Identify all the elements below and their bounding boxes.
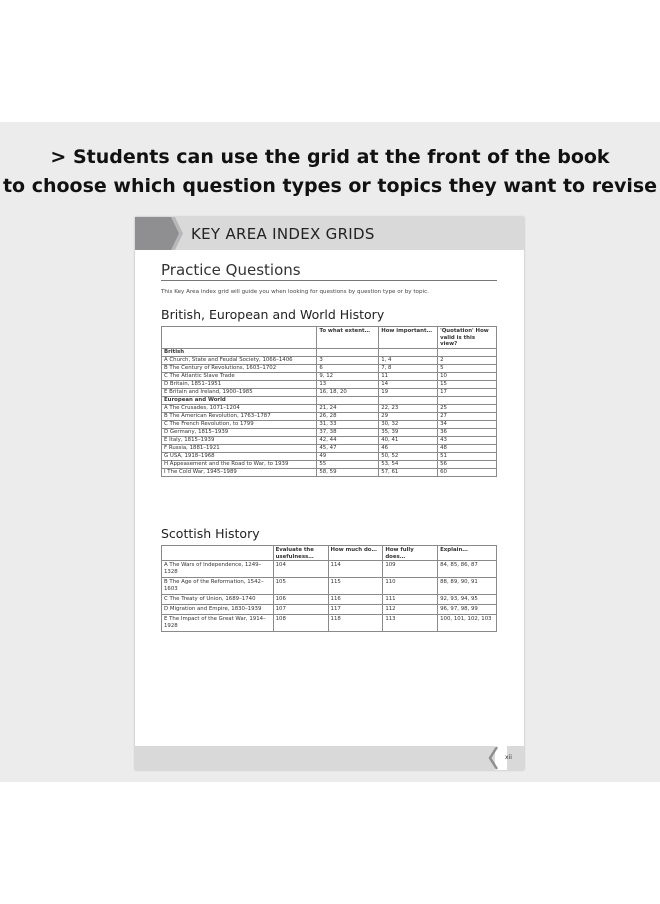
footer-bar [135, 746, 524, 770]
question-cell: 111 [383, 595, 438, 605]
question-cell: 16, 18, 20 [317, 389, 379, 397]
question-cell: 112 [383, 605, 438, 615]
question-cell: 31, 33 [317, 421, 379, 429]
topic-cell: D Migration and Empire, 1830–1939 [162, 605, 274, 615]
question-cell: 40, 41 [379, 437, 438, 445]
question-cell: 25 [438, 405, 497, 413]
question-cell: 106 [273, 595, 328, 605]
table-row [162, 453, 497, 461]
question-cell: 11 [379, 373, 438, 381]
topic-cell: E Britain and Ireland, 1900–1985 [162, 389, 317, 397]
topic-cell: D Germany, 1815–1939 [162, 429, 317, 437]
topic-cell: A Church, State and Feudal Society, 1066–1406 [162, 357, 317, 365]
table-row [162, 365, 497, 373]
topic-cell: E Italy, 1815–1939 [162, 437, 317, 445]
chevron-right-icon [135, 217, 183, 250]
question-cell: 6 [317, 365, 379, 373]
question-cell: 36 [438, 429, 497, 437]
question-cell: 7, 8 [379, 365, 438, 373]
british-index-table [161, 326, 497, 477]
header-cell: How important… [379, 327, 438, 349]
empty-cell [317, 349, 379, 357]
question-cell: 104 [273, 561, 328, 578]
question-cell: 53, 54 [379, 461, 438, 469]
header-title: KEY AREA INDEX GRIDS [191, 225, 375, 243]
question-cell: 30, 32 [379, 421, 438, 429]
header-cell: To what extent… [317, 327, 379, 349]
table-row [162, 429, 497, 437]
question-cell: 34 [438, 421, 497, 429]
book-page [135, 217, 524, 770]
header-cell: Explain… [438, 546, 497, 561]
question-cell: 115 [328, 578, 383, 595]
topic-cell: C The Treaty of Union, 1689–1740 [162, 595, 274, 605]
question-cell: 84, 85, 86, 87 [438, 561, 497, 578]
topic-cell: D Britain, 1851–1951 [162, 381, 317, 389]
table-row [162, 615, 497, 632]
header-cell: How much do… [328, 546, 383, 561]
topic-cell: B The Century of Revolutions, 1603–1702 [162, 365, 317, 373]
intro-text: This Key Area index grid will guide you when looking for questions by question type or by topic. [161, 289, 429, 295]
question-cell: 22, 23 [379, 405, 438, 413]
question-cell: 15 [438, 381, 497, 389]
group-label: British [162, 349, 317, 357]
header-cell: 'Quotation' How valid is this view? [438, 327, 497, 349]
title-divider [161, 280, 497, 281]
question-cell: 55 [317, 461, 379, 469]
question-cell: 110 [383, 578, 438, 595]
header-cell [162, 546, 274, 561]
question-cell: 49 [317, 453, 379, 461]
table-row [162, 445, 497, 453]
question-cell: 13 [317, 381, 379, 389]
table-row [162, 469, 497, 477]
question-cell: 57, 61 [379, 469, 438, 477]
question-cell: 51 [438, 453, 497, 461]
question-cell: 105 [273, 578, 328, 595]
question-cell: 108 [273, 615, 328, 632]
empty-cell [379, 349, 438, 357]
question-cell: 19 [379, 389, 438, 397]
question-cell: 46 [379, 445, 438, 453]
table-row [162, 373, 497, 381]
topic-cell: C The Atlantic Slave Trade [162, 373, 317, 381]
question-cell: 5 [438, 365, 497, 373]
question-cell: 48 [438, 445, 497, 453]
topic-cell: A The Wars of Independence, 1249–1328 [162, 561, 274, 578]
question-cell: 17 [438, 389, 497, 397]
question-cell: 14 [379, 381, 438, 389]
topic-cell: A The Crusades, 1071–1204 [162, 405, 317, 413]
empty-cell [438, 349, 497, 357]
caption-line-2: to choose which question types or topics they want to revise [2, 175, 658, 197]
table-row [162, 405, 497, 413]
table-header-row [162, 546, 497, 561]
table-row [162, 437, 497, 445]
question-cell: 42, 44 [317, 437, 379, 445]
topic-cell: C The French Revolution, to 1799 [162, 421, 317, 429]
topic-cell: H Appeasement and the Road to War, to 1939 [162, 461, 317, 469]
question-cell: 92, 93, 94, 95 [438, 595, 497, 605]
topic-cell: I The Cold War, 1945–1989 [162, 469, 317, 477]
question-cell: 118 [328, 615, 383, 632]
table-row [162, 413, 497, 421]
page-number: xii [505, 754, 512, 761]
question-cell: 56 [438, 461, 497, 469]
topic-cell: B The Age of the Reformation, 1542–1603 [162, 578, 274, 595]
british-table-title: British, European and World History [161, 307, 385, 322]
table-row [162, 389, 497, 397]
topic-cell: E The Impact of the Great War, 1914–1928 [162, 615, 274, 632]
chevron-left-icon [487, 746, 507, 770]
section-title: Practice Questions [161, 261, 301, 279]
empty-cell [379, 397, 438, 405]
question-cell: 58, 59 [317, 469, 379, 477]
question-cell: 29 [379, 413, 438, 421]
question-cell: 43 [438, 437, 497, 445]
group-label: European and World [162, 397, 317, 405]
question-cell: 113 [383, 615, 438, 632]
table-header-row [162, 327, 497, 349]
table-row [162, 421, 497, 429]
question-cell: 21, 24 [317, 405, 379, 413]
question-cell: 2 [438, 357, 497, 365]
empty-cell [438, 397, 497, 405]
topic-cell: B The American Revolution, 1763–1787 [162, 413, 317, 421]
question-cell: 3 [317, 357, 379, 365]
topic-cell: G USA, 1918–1968 [162, 453, 317, 461]
question-cell: 9, 12 [317, 373, 379, 381]
question-cell: 1, 4 [379, 357, 438, 365]
question-cell: 88, 89, 90, 91 [438, 578, 497, 595]
header-cell: How fully does… [383, 546, 438, 561]
question-cell: 35, 39 [379, 429, 438, 437]
table-row [162, 578, 497, 595]
group-row [162, 349, 497, 357]
question-cell: 96, 97, 98, 99 [438, 605, 497, 615]
topic-cell: F Russia, 1881–1921 [162, 445, 317, 453]
table-row [162, 561, 497, 578]
question-cell: 45, 47 [317, 445, 379, 453]
question-cell: 26, 28 [317, 413, 379, 421]
question-cell: 116 [328, 595, 383, 605]
table-row [162, 357, 497, 365]
group-row [162, 397, 497, 405]
header-cell: Evaluate the usefulness… [273, 546, 328, 561]
question-cell: 37, 38 [317, 429, 379, 437]
question-cell: 109 [383, 561, 438, 578]
table-row [162, 595, 497, 605]
header-cell [162, 327, 317, 349]
table-row [162, 381, 497, 389]
question-cell: 27 [438, 413, 497, 421]
question-cell: 117 [328, 605, 383, 615]
caption-line-1: > Students can use the grid at the front of the book [50, 146, 610, 168]
question-cell: 107 [273, 605, 328, 615]
question-cell: 50, 52 [379, 453, 438, 461]
table-row [162, 605, 497, 615]
empty-cell [317, 397, 379, 405]
question-cell: 114 [328, 561, 383, 578]
table-row [162, 461, 497, 469]
scottish-table-title: Scottish History [161, 526, 260, 541]
question-cell: 10 [438, 373, 497, 381]
question-cell: 100, 101, 102, 103 [438, 615, 497, 632]
question-cell: 60 [438, 469, 497, 477]
scottish-index-table [161, 545, 497, 632]
